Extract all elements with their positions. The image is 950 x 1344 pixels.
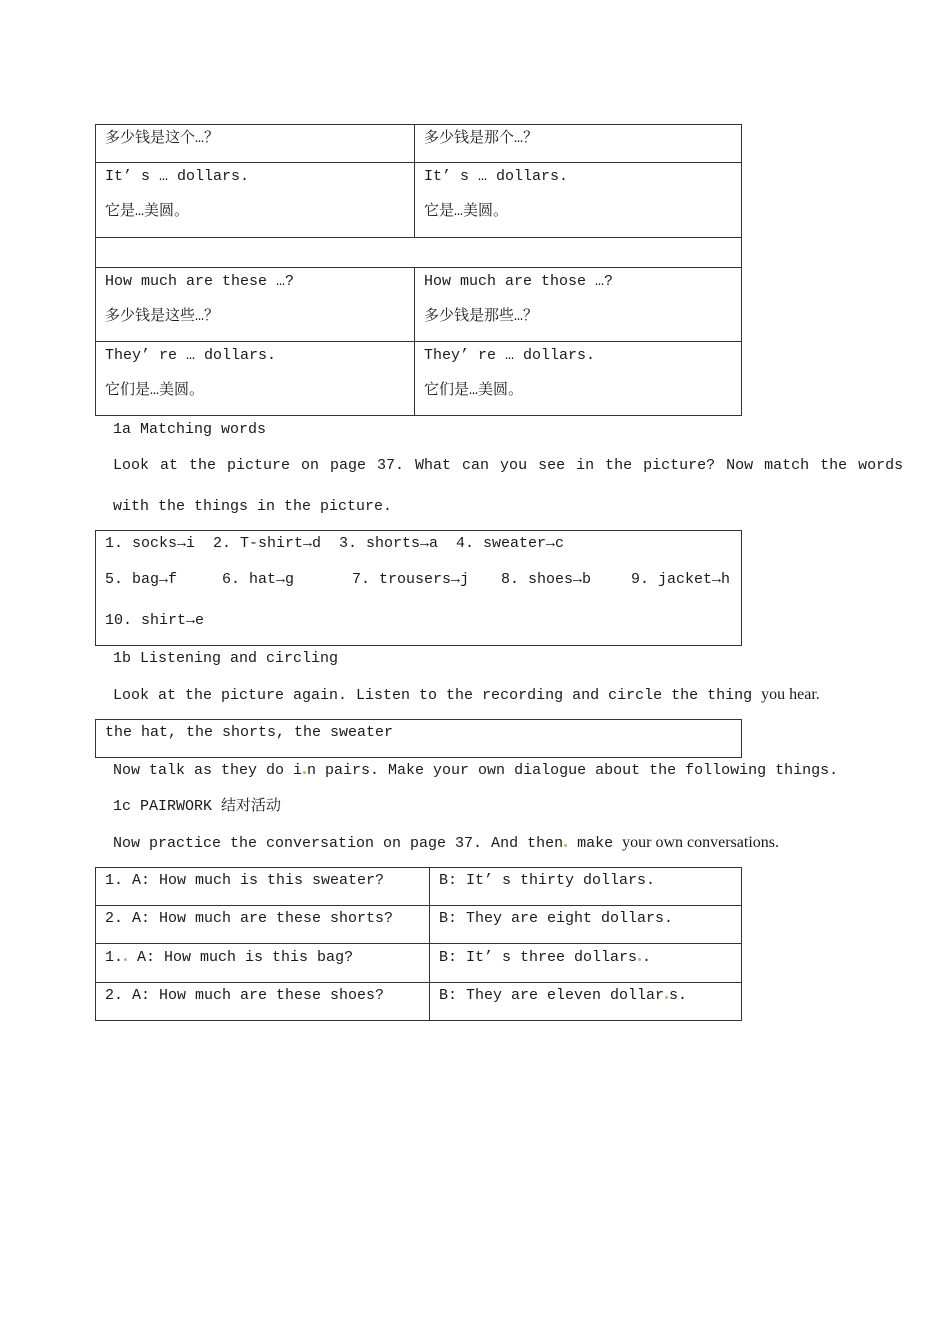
answer-item: 8. shoes→b: [501, 571, 592, 588]
instruction-text: with the things in the picture.: [113, 498, 393, 515]
table-cell: It’ s … dollars.: [105, 168, 250, 185]
dialogue-number: 1.: [105, 949, 124, 966]
answer-item: 10. shirt→e: [105, 612, 205, 629]
instruction-text: [113, 834, 779, 853]
dialogue-answer: B: It’ s thirty dollars.: [439, 872, 656, 889]
dialogue-answer: [439, 949, 651, 967]
answer-item: 7. trousers→j: [352, 571, 470, 588]
mark-dot: [303, 771, 306, 774]
table-cell: 它是…美圆。: [424, 203, 509, 220]
table-cell: They’ re … dollars.: [105, 347, 277, 364]
dialogue-question: [105, 949, 353, 967]
section-heading-1b: 1b Listening and circling: [113, 650, 339, 667]
table-cell: 它是…美圆。: [105, 203, 190, 220]
table-divider: [429, 867, 430, 1021]
table-cell: 多少钱是这些…？: [105, 308, 220, 325]
table-divider: [95, 162, 742, 163]
note-part: Now talk as they do i: [113, 762, 303, 779]
table-cell: 它们是…美圆。: [424, 382, 524, 399]
table-divider: [414, 267, 415, 416]
answer-text: the hat, the shorts, the sweater: [105, 724, 394, 741]
table-divider: [95, 982, 742, 983]
answer-item: 1. socks→i: [105, 535, 196, 552]
dialogue-question: 2. A: How much are these shorts?: [105, 910, 394, 927]
table-cell: They’ re … dollars.: [424, 347, 596, 364]
table-divider: [95, 905, 742, 906]
note-part: n pairs. Make your own dialogue about the following things.: [307, 762, 839, 779]
dialogue-text: B: It’ s three dollars: [439, 949, 638, 966]
section-heading-1c: 1c PAIRWORK 结对活动: [113, 798, 282, 815]
table-cell: 它们是…美圆。: [105, 382, 205, 399]
dialogue-answer: [439, 987, 687, 1005]
table-divider: [95, 267, 742, 268]
table-cell: How much are these …?: [105, 273, 295, 290]
table-cell: 多少钱是那些…？: [424, 308, 539, 325]
answer-item: 5. bag→f: [105, 571, 178, 588]
mark-dot: [665, 996, 668, 999]
table-divider: [95, 237, 742, 238]
table-cell: 多少钱是那个…？: [424, 130, 539, 147]
dialogue-question: 1. A: How much is this sweater?: [105, 872, 385, 889]
answer-item: 9. jacket→h: [631, 571, 731, 588]
instruction-part: Look at the picture again. Listen to the recording and circle the thing: [113, 687, 753, 704]
mark-dot: [564, 844, 567, 847]
dialogue-text: .: [642, 949, 652, 966]
table-cell: 多少钱是这个…？: [105, 130, 220, 147]
instruction-part: make: [577, 835, 614, 852]
mark-dot: [124, 958, 127, 961]
answer-item: 4. sweater→c: [456, 535, 565, 552]
mark-dot: [638, 958, 641, 961]
table-divider: [95, 943, 742, 944]
dialogue-text: B: They are eleven dollar: [439, 987, 665, 1004]
instruction-part: your own conversations.: [622, 834, 779, 851]
instruction-text: Look at the picture on page 37. What can you see in the picture? Now match the words: [113, 457, 904, 474]
section-heading-1a: 1a Matching words: [113, 421, 267, 438]
answer-item: 6. hat→g: [222, 571, 295, 588]
dialogue-text: A: How much is this bag?: [137, 949, 354, 966]
instruction-part: you hear.: [761, 686, 820, 703]
table-cell: It’ s … dollars.: [424, 168, 569, 185]
instruction-text: [113, 686, 820, 705]
answer-item: 3. shorts→a: [339, 535, 439, 552]
table-divider: [414, 124, 415, 237]
instruction-part: Now practice the conversation on page 37. And then: [113, 835, 564, 852]
answer-item: 2. T-shirt→d: [213, 535, 322, 552]
table-cell: How much are those …?: [424, 273, 614, 290]
note-text: [113, 762, 838, 780]
dialogue-question: 2. A: How much are these shoes?: [105, 987, 385, 1004]
table-divider: [95, 341, 742, 342]
dialogue-answer: B: They are eight dollars.: [439, 910, 674, 927]
dialogue-text: s.: [669, 987, 688, 1004]
